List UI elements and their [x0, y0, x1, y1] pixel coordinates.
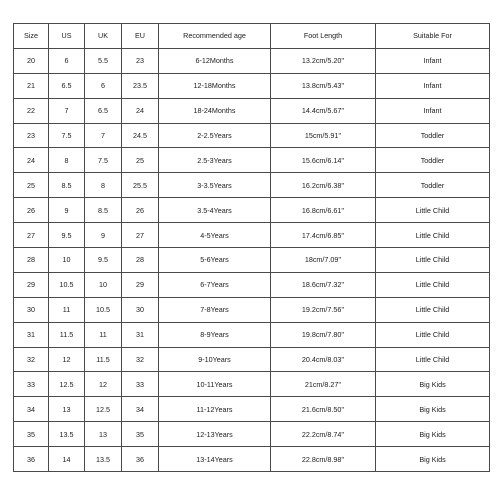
- cell-recommended-age: 7-8Years: [159, 297, 271, 322]
- cell-suitable-for: Toddler: [376, 148, 490, 173]
- cell-us: 11: [49, 297, 85, 322]
- cell-size: 33: [14, 372, 49, 397]
- cell-suitable-for: Toddler: [376, 123, 490, 148]
- cell-eu: 32: [122, 347, 159, 372]
- header-row: [14, 24, 490, 49]
- table-row: [14, 198, 490, 223]
- cell-recommended-age: 10-11Years: [159, 372, 271, 397]
- cell-size: 34: [14, 397, 49, 422]
- cell-eu: 30: [122, 297, 159, 322]
- cell-suitable-for: Little Child: [376, 272, 490, 297]
- cell-eu: 23: [122, 48, 159, 73]
- cell-foot-length: 13.8cm/5.43'': [271, 73, 376, 98]
- table-row: [14, 372, 490, 397]
- cell-suitable-for: Infant: [376, 73, 490, 98]
- cell-size: 35: [14, 422, 49, 447]
- cell-eu: 34: [122, 397, 159, 422]
- cell-size: 31: [14, 322, 49, 347]
- cell-suitable-for: Big Kids: [376, 447, 490, 472]
- cell-suitable-for: Little Child: [376, 347, 490, 372]
- cell-suitable-for: Little Child: [376, 297, 490, 322]
- cell-foot-length: 22.8cm/8.98'': [271, 447, 376, 472]
- cell-recommended-age: 2.5-3Years: [159, 148, 271, 173]
- cell-eu: 26: [122, 198, 159, 223]
- table-row: [14, 248, 490, 273]
- cell-recommended-age: 2-2.5Years: [159, 123, 271, 148]
- cell-foot-length: 21cm/8.27'': [271, 372, 376, 397]
- table-row: [14, 73, 490, 98]
- cell-suitable-for: Little Child: [376, 198, 490, 223]
- cell-foot-length: 20.4cm/8.03'': [271, 347, 376, 372]
- cell-recommended-age: 12-18Months: [159, 73, 271, 98]
- cell-uk: 10: [85, 272, 122, 297]
- cell-uk: 5.5: [85, 48, 122, 73]
- table-row: [14, 297, 490, 322]
- cell-foot-length: 16.8cm/6.61'': [271, 198, 376, 223]
- cell-uk: 8.5: [85, 198, 122, 223]
- cell-size: 22: [14, 98, 49, 123]
- cell-eu: 25.5: [122, 173, 159, 198]
- cell-uk: 11.5: [85, 347, 122, 372]
- cell-eu: 29: [122, 272, 159, 297]
- cell-suitable-for: Infant: [376, 48, 490, 73]
- table-row: [14, 173, 490, 198]
- cell-us: 13: [49, 397, 85, 422]
- cell-size: 30: [14, 297, 49, 322]
- cell-us: 8: [49, 148, 85, 173]
- cell-uk: 6.5: [85, 98, 122, 123]
- cell-suitable-for: Infant: [376, 98, 490, 123]
- cell-eu: 35: [122, 422, 159, 447]
- table-row: [14, 347, 490, 372]
- table-row: [14, 272, 490, 297]
- cell-us: 6.5: [49, 73, 85, 98]
- cell-uk: 9.5: [85, 248, 122, 273]
- table-row: [14, 397, 490, 422]
- cell-us: 10: [49, 248, 85, 273]
- cell-suitable-for: Toddler: [376, 173, 490, 198]
- cell-us: 8.5: [49, 173, 85, 198]
- cell-uk: 6: [85, 73, 122, 98]
- cell-us: 14: [49, 447, 85, 472]
- cell-us: 9.5: [49, 223, 85, 248]
- cell-eu: 24: [122, 98, 159, 123]
- cell-foot-length: 21.6cm/8.50'': [271, 397, 376, 422]
- cell-uk: 10.5: [85, 297, 122, 322]
- table-row: [14, 447, 490, 472]
- cell-size: 24: [14, 148, 49, 173]
- cell-recommended-age: 13-14Years: [159, 447, 271, 472]
- cell-size: 36: [14, 447, 49, 472]
- cell-uk: 11: [85, 322, 122, 347]
- cell-recommended-age: 12-13Years: [159, 422, 271, 447]
- cell-foot-length: 15cm/5.91'': [271, 123, 376, 148]
- cell-recommended-age: 18-24Months: [159, 98, 271, 123]
- cell-recommended-age: 3.5-4Years: [159, 198, 271, 223]
- cell-us: 12: [49, 347, 85, 372]
- cell-foot-length: 16.2cm/6.38'': [271, 173, 376, 198]
- cell-us: 12.5: [49, 372, 85, 397]
- cell-uk: 9: [85, 223, 122, 248]
- cell-uk: 8: [85, 173, 122, 198]
- cell-suitable-for: Little Child: [376, 223, 490, 248]
- cell-suitable-for: Little Child: [376, 322, 490, 347]
- cell-recommended-age: 11-12Years: [159, 397, 271, 422]
- cell-recommended-age: 6-7Years: [159, 272, 271, 297]
- cell-uk: 12.5: [85, 397, 122, 422]
- table-row: [14, 422, 490, 447]
- cell-foot-length: 19.2cm/7.56'': [271, 297, 376, 322]
- cell-recommended-age: 4-5Years: [159, 223, 271, 248]
- cell-size: 25: [14, 173, 49, 198]
- cell-foot-length: 18cm/7.09'': [271, 248, 376, 273]
- cell-suitable-for: Big Kids: [376, 397, 490, 422]
- table-row: [14, 48, 490, 73]
- cell-us: 7: [49, 98, 85, 123]
- cell-suitable-for: Big Kids: [376, 372, 490, 397]
- cell-foot-length: 13.2cm/5.20'': [271, 48, 376, 73]
- cell-recommended-age: 9-10Years: [159, 347, 271, 372]
- cell-us: 13.5: [49, 422, 85, 447]
- cell-us: 11.5: [49, 322, 85, 347]
- cell-us: 9: [49, 198, 85, 223]
- cell-uk: 7.5: [85, 148, 122, 173]
- cell-suitable-for: Big Kids: [376, 422, 490, 447]
- cell-eu: 23.5: [122, 73, 159, 98]
- cell-eu: 28: [122, 248, 159, 273]
- cell-us: 10.5: [49, 272, 85, 297]
- cell-eu: 36: [122, 447, 159, 472]
- table-row: [14, 123, 490, 148]
- header-eu: EU: [122, 24, 159, 49]
- cell-size: 28: [14, 248, 49, 273]
- size-chart-table: [13, 23, 490, 472]
- cell-foot-length: 17.4cm/6.85'': [271, 223, 376, 248]
- cell-size: 23: [14, 123, 49, 148]
- cell-recommended-age: 6-12Months: [159, 48, 271, 73]
- cell-size: 32: [14, 347, 49, 372]
- header-size: Size: [14, 24, 49, 49]
- cell-uk: 7: [85, 123, 122, 148]
- header-suitable-for: Suitable For: [376, 24, 490, 49]
- cell-uk: 13.5: [85, 447, 122, 472]
- cell-us: 6: [49, 48, 85, 73]
- cell-foot-length: 14.4cm/5.67'': [271, 98, 376, 123]
- header-foot-length: Foot Length: [271, 24, 376, 49]
- cell-us: 7.5: [49, 123, 85, 148]
- table-body: [14, 48, 490, 471]
- cell-foot-length: 19.8cm/7.80'': [271, 322, 376, 347]
- cell-recommended-age: 8-9Years: [159, 322, 271, 347]
- cell-suitable-for: Little Child: [376, 248, 490, 273]
- cell-size: 20: [14, 48, 49, 73]
- cell-eu: 27: [122, 223, 159, 248]
- cell-uk: 13: [85, 422, 122, 447]
- cell-eu: 31: [122, 322, 159, 347]
- table-row: [14, 223, 490, 248]
- cell-size: 29: [14, 272, 49, 297]
- header-uk: UK: [85, 24, 122, 49]
- cell-size: 21: [14, 73, 49, 98]
- cell-size: 26: [14, 198, 49, 223]
- cell-foot-length: 18.6cm/7.32'': [271, 272, 376, 297]
- table-row: [14, 98, 490, 123]
- cell-recommended-age: 3-3.5Years: [159, 173, 271, 198]
- header-us: US: [49, 24, 85, 49]
- cell-eu: 25: [122, 148, 159, 173]
- table-row: [14, 148, 490, 173]
- cell-recommended-age: 5-6Years: [159, 248, 271, 273]
- cell-uk: 12: [85, 372, 122, 397]
- cell-foot-length: 22.2cm/8.74'': [271, 422, 376, 447]
- table-row: [14, 322, 490, 347]
- cell-size: 27: [14, 223, 49, 248]
- cell-foot-length: 15.6cm/6.14'': [271, 148, 376, 173]
- cell-eu: 24.5: [122, 123, 159, 148]
- header-recommended-age: Recommended age: [159, 24, 271, 49]
- cell-eu: 33: [122, 372, 159, 397]
